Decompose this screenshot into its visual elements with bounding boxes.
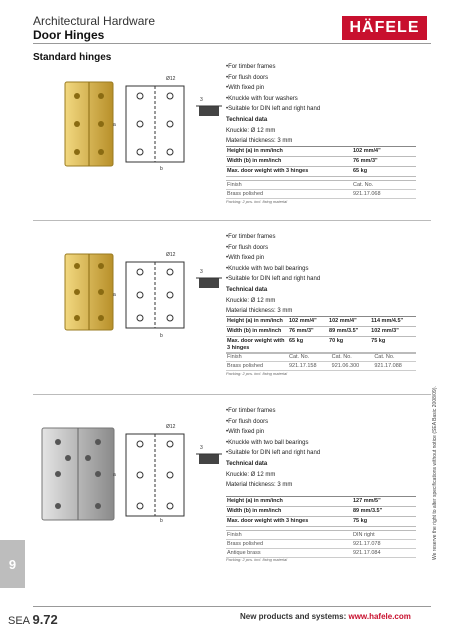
tech-title: Technical data [226, 286, 268, 293]
packing-note: Packing: 2 pcs. incl. fixing material [226, 371, 288, 376]
cell: 102 mm/3" [370, 327, 416, 337]
feature-item: • For timber frames [226, 62, 416, 73]
table-row [226, 497, 416, 507]
cell: Width (b) in mm/inch [226, 157, 352, 167]
cell: 127 mm/5" [352, 497, 416, 507]
dim-diameter: Ø12 [166, 424, 176, 430]
hinge-drawing [120, 430, 190, 520]
tech-title: Technical data [226, 460, 268, 467]
dim-thickness: 3 [200, 445, 203, 451]
hinge-drawing [120, 82, 190, 166]
table-row [226, 507, 416, 517]
section-divider [33, 220, 431, 221]
hinge-photo [63, 252, 115, 332]
tech-item: Material thickness: 3 mm [226, 138, 293, 145]
table-row [226, 540, 416, 549]
feature-item: • For flush doors [226, 417, 416, 428]
cell: Max. door weight with 3 hinges [226, 167, 352, 177]
section-divider [33, 394, 431, 395]
dim-b: b [160, 166, 163, 172]
cell: Cat. No. [288, 353, 331, 362]
cell: Finish [226, 531, 352, 540]
table-row [226, 167, 416, 177]
dim-b: b [160, 333, 163, 339]
tech-item: Knuckle: Ø 12 mm [226, 127, 276, 134]
catalog-table [226, 530, 416, 558]
feature-item: • Suitable for DIN left and right hand [226, 104, 416, 115]
cell: 70 kg [328, 337, 370, 354]
dim-b: b [160, 518, 163, 524]
dim-a: a [113, 122, 116, 128]
cell: 89 mm/3.5" [328, 327, 370, 337]
table-row [226, 327, 416, 337]
cell: 921.17.084 [352, 549, 416, 558]
table-row [226, 157, 416, 167]
packing-note: Packing: 2 pcs. incl. fixing material [226, 557, 288, 562]
table-row [226, 190, 416, 199]
cell: Width (b) in mm/inch [226, 507, 352, 517]
side-disclaimer: We reserve the right to alter specifications without notice (SEA Basic 2008/09). [432, 386, 438, 560]
feature-item: • For timber frames [226, 406, 416, 417]
cell: Brass polished [226, 362, 288, 371]
tech-item: Material thickness: 3 mm [226, 308, 293, 315]
feature-item: • Knuckle with two ball bearings [226, 264, 416, 275]
cell: 102 mm/4" [352, 147, 416, 157]
tech-item: Knuckle: Ø 12 mm [226, 297, 276, 304]
cell: Antique brass [226, 549, 352, 558]
dim-diameter: Ø12 [166, 252, 176, 258]
cell: Cat. No. [352, 181, 416, 190]
feature-item: • For timber frames [226, 232, 416, 243]
feature-item: • With fixed pin [226, 253, 416, 264]
cell: 921.17.158 [288, 362, 331, 371]
feature-list [226, 406, 416, 491]
cell: Width (b) in mm/inch [226, 327, 288, 337]
cell: Brass polished [226, 540, 352, 549]
table-row [226, 337, 416, 354]
cell: 102 mm/4" [288, 317, 328, 327]
hinge-photo [63, 80, 115, 168]
cell: Finish [226, 353, 288, 362]
cell: Height (a) in mm/inch [226, 147, 352, 157]
dim-thickness: 3 [200, 97, 203, 103]
page-prefix: SEA [8, 615, 30, 627]
cell: 114 mm/4.5" [370, 317, 416, 327]
cell: Finish [226, 181, 352, 190]
cell: Brass polished [226, 190, 352, 199]
cell: 89 mm/3.5" [352, 507, 416, 517]
feature-item: • Suitable for DIN left and right hand [226, 448, 416, 459]
feature-item: • With fixed pin [226, 83, 416, 94]
cell: DIN right [352, 531, 416, 540]
table-row [226, 531, 416, 540]
hinge-drawing [120, 258, 190, 332]
table-row [226, 353, 416, 362]
packing-note: Packing: 2 pcs. incl. fixing material [226, 199, 288, 204]
knuckle-section [196, 448, 222, 468]
section-title: Standard hinges [33, 52, 112, 63]
page-number [8, 612, 58, 627]
hinge-photo [40, 426, 116, 522]
cell: Max. door weight with 3 hinges [226, 337, 288, 354]
header-rule [33, 43, 431, 44]
tech-title: Technical data [226, 116, 268, 123]
knuckle-section [196, 272, 222, 292]
footer-label: New products and systems: [240, 612, 347, 621]
cell: 921.17.068 [352, 190, 416, 199]
brand-logo: HÄFELE [342, 16, 427, 40]
cell: 76 mm/3" [288, 327, 328, 337]
cell: 921.06.300 [331, 362, 374, 371]
feature-item: • With fixed pin [226, 427, 416, 438]
cell: 65 kg [288, 337, 328, 354]
cell: 75 kg [352, 517, 416, 527]
feature-item: • Knuckle with two ball bearings [226, 438, 416, 449]
feature-item: • For flush doors [226, 243, 416, 254]
dim-diameter: Ø12 [166, 76, 176, 82]
cell: Height (a) in mm/inch [226, 497, 352, 507]
header-subtitle: Door Hinges [33, 28, 105, 42]
cell: 102 mm/4" [328, 317, 370, 327]
chapter-tab: 9 [0, 540, 25, 588]
table-row [226, 181, 416, 190]
table-row [226, 317, 416, 327]
feature-list [226, 232, 416, 317]
cell: 921.17.088 [373, 362, 416, 371]
header-title: Architectural Hardware [33, 14, 156, 28]
feature-item: • Suitable for DIN left and right hand [226, 274, 416, 285]
table-row [226, 517, 416, 527]
spec-table [226, 496, 416, 527]
cell: Height (a) in mm/inch [226, 317, 288, 327]
knuckle-section [196, 100, 222, 120]
catalog-table [226, 180, 416, 199]
tech-item: Material thickness: 3 mm [226, 482, 293, 489]
footer-rule [33, 606, 431, 607]
table-row [226, 362, 416, 371]
cell: 75 kg [370, 337, 416, 354]
footer-text [240, 612, 411, 621]
cell: Max. door weight with 3 hinges [226, 517, 352, 527]
page-num: 9.72 [32, 612, 58, 627]
cell: Cat. No. [373, 353, 416, 362]
feature-item: • For flush doors [226, 73, 416, 84]
footer-url[interactable]: www.hafele.com [348, 612, 411, 621]
tech-item: Knuckle: Ø 12 mm [226, 471, 276, 478]
dim-thickness: 3 [200, 269, 203, 275]
cell: Cat. No. [331, 353, 374, 362]
dim-a: a [113, 292, 116, 298]
feature-item: • Knuckle with four washers [226, 94, 416, 105]
cell: 65 kg [352, 167, 416, 177]
cell: 76 mm/3" [352, 157, 416, 167]
cell: 921.17.078 [352, 540, 416, 549]
spec-table [226, 316, 416, 354]
catalog-table [226, 352, 416, 371]
feature-list [226, 62, 416, 147]
spec-table [226, 146, 416, 177]
dim-a: a [113, 472, 116, 478]
table-row [226, 147, 416, 157]
